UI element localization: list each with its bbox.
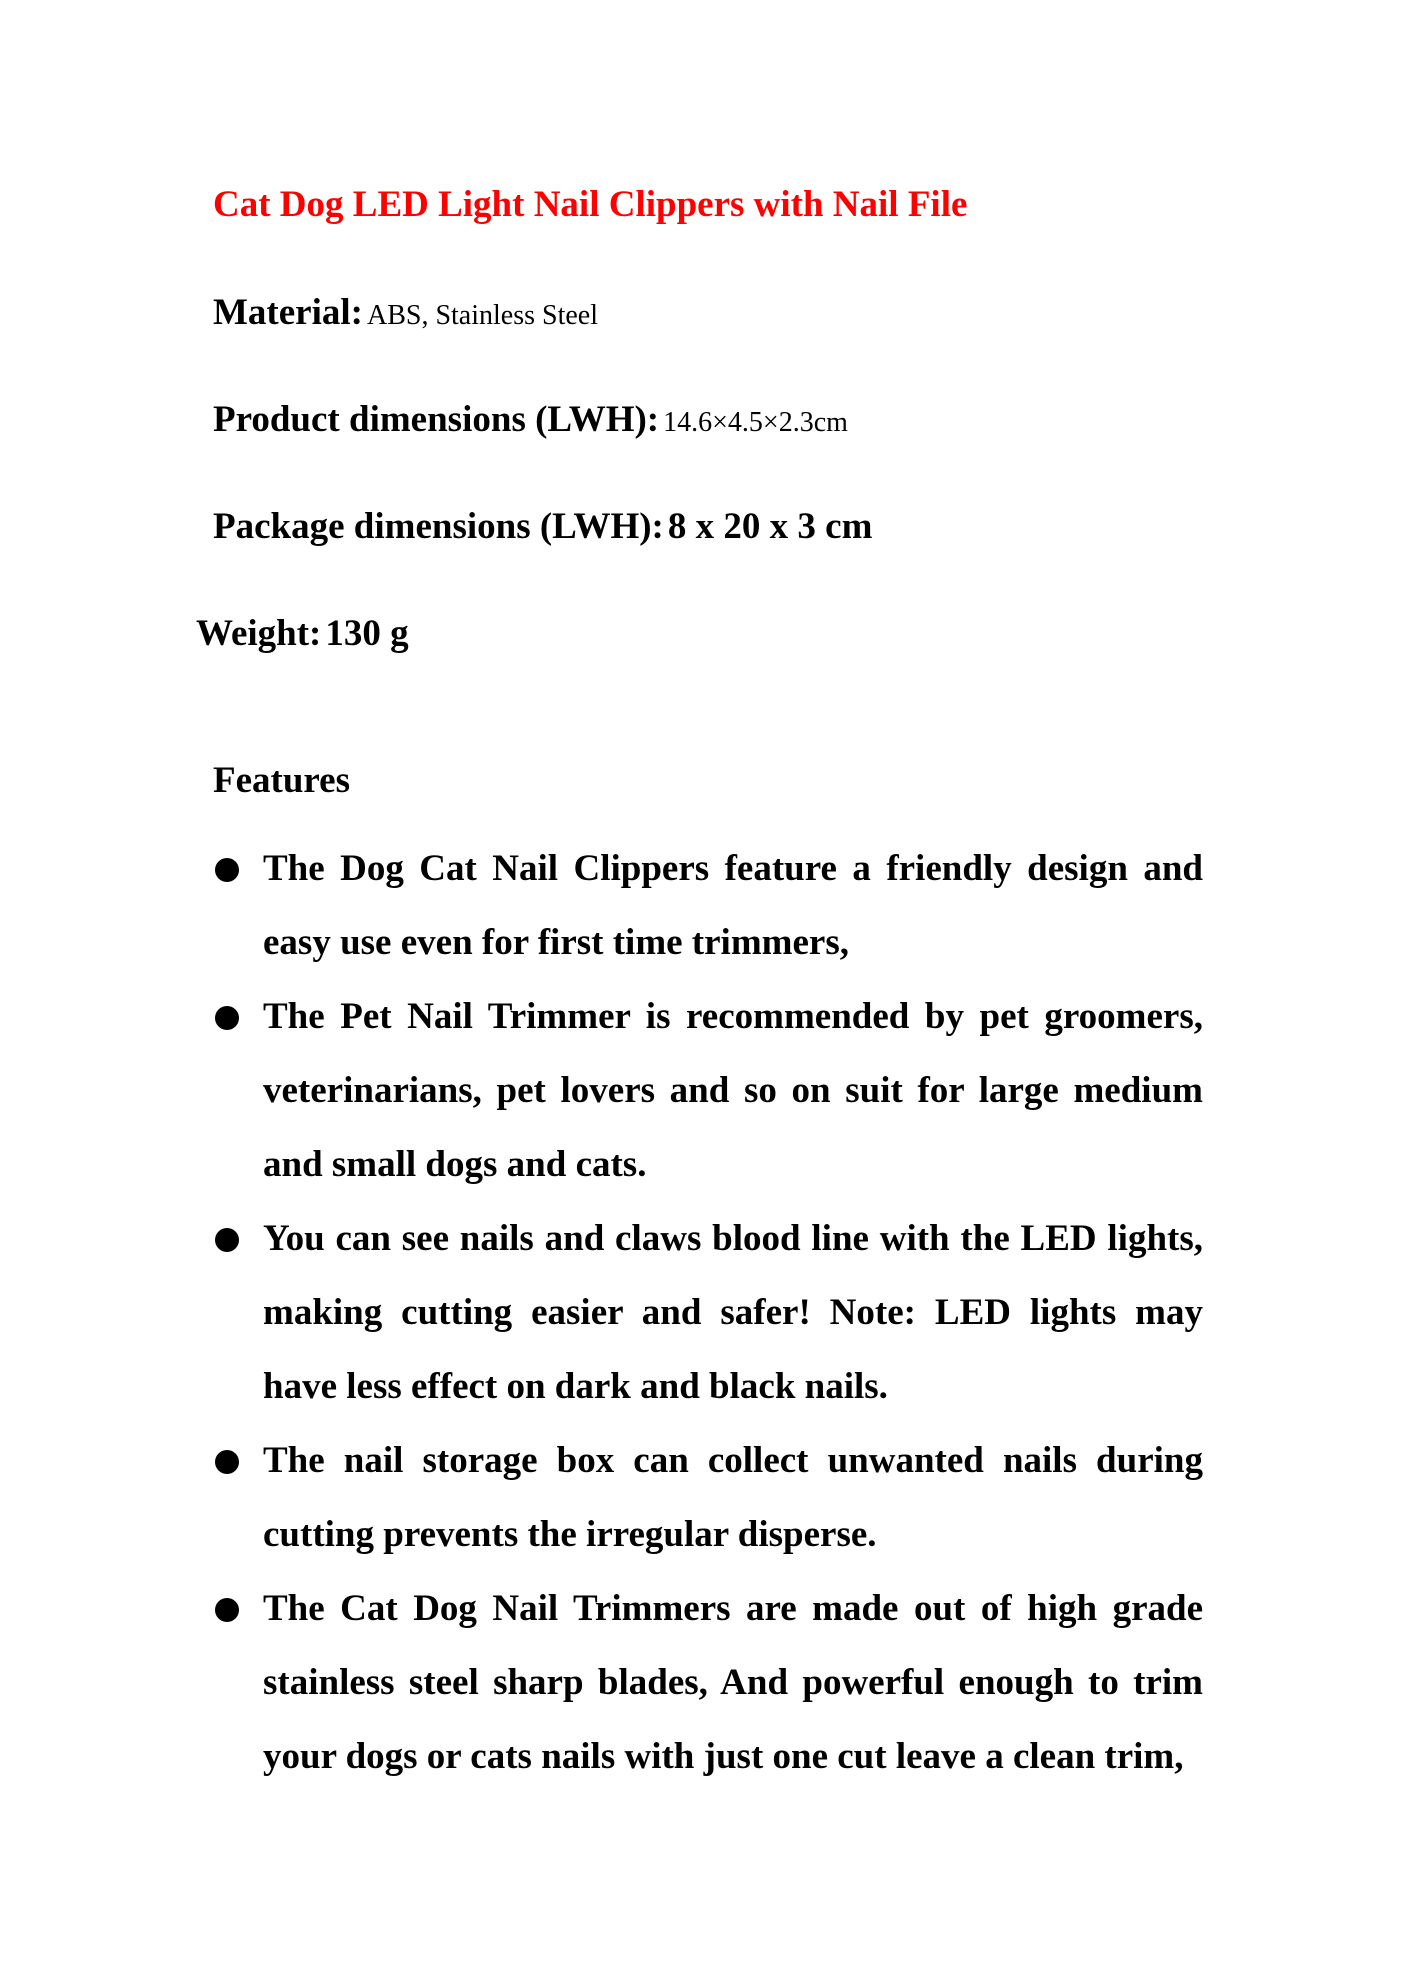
bullet-icon — [215, 1228, 239, 1252]
spec-material — [213, 291, 598, 334]
spec-product-dimensions-value: 14.6×4.5×2.3cm — [663, 407, 848, 438]
feature-text: You can see nails and claws blood line with the LED lights, making cutting easier and safer! Note: LED lights may have less effect on dark and black nails. — [263, 1218, 1203, 1407]
spec-material-label: Material: — [213, 292, 363, 333]
features-list — [213, 832, 1203, 1794]
feature-text: The Dog Cat Nail Clippers feature a friendly design and easy use even for first time trimmers, — [263, 848, 1203, 963]
product-title: Cat Dog LED Light Nail Clippers with Nail File — [213, 184, 968, 225]
feature-text: The nail storage box can collect unwanted nails during cutting prevents the irregular disperse. — [263, 1440, 1203, 1555]
feature-text: The Cat Dog Nail Trimmers are made out of high grade stainless steel sharp blades, And powerful enough to trim your dogs or cats nails with just one cut leave a clean trim, — [263, 1588, 1203, 1777]
features-heading: Features — [213, 760, 350, 801]
list-item — [213, 832, 1203, 980]
spec-material-value: ABS, Stainless Steel — [366, 300, 598, 331]
spec-weight-label: Weight: — [196, 613, 322, 654]
list-item — [213, 1572, 1203, 1794]
spec-weight — [196, 612, 409, 655]
spec-product-dimensions-label: Product dimensions (LWH): — [213, 399, 660, 440]
bullet-icon — [215, 1598, 239, 1622]
feature-text: The Pet Nail Trimmer is recommended by pet groomers, veterinarians, pet lovers and so on suit for large medium and small dogs and cats. — [263, 996, 1203, 1185]
bullet-icon — [215, 1450, 239, 1474]
bullet-icon — [215, 1006, 239, 1030]
list-item — [213, 980, 1203, 1202]
spec-weight-value: 130 g — [325, 613, 409, 654]
list-item — [213, 1424, 1203, 1572]
list-item — [213, 1202, 1203, 1424]
bullet-icon — [215, 858, 239, 882]
spec-package-dimensions — [213, 505, 872, 548]
spec-product-dimensions — [213, 398, 848, 441]
spec-package-dimensions-label: Package dimensions (LWH): — [213, 506, 664, 547]
spec-package-dimensions-value: 8 x 20 x 3 cm — [667, 506, 873, 547]
